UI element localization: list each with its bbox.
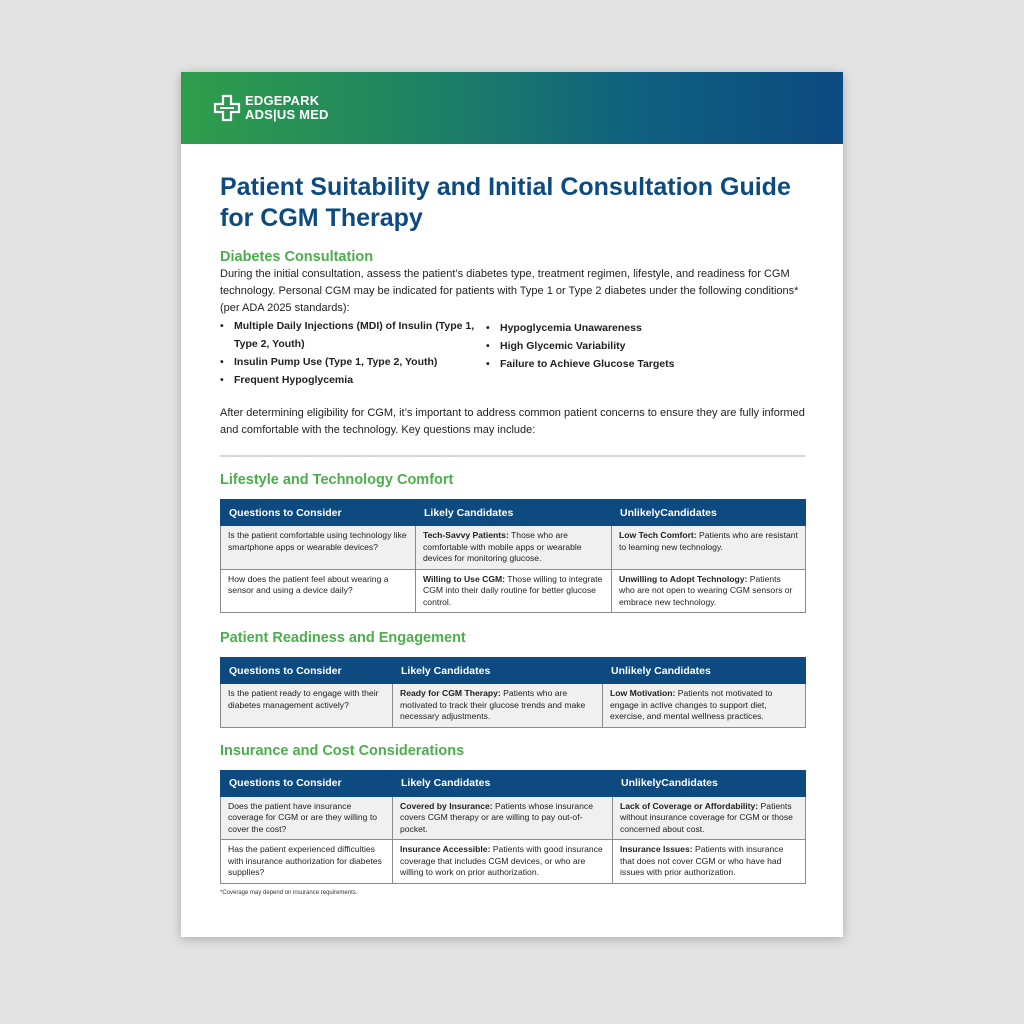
likely-cell bbox=[393, 840, 613, 884]
likely-label: Insurance Accessible: bbox=[400, 844, 491, 854]
column-header: Likely Candidates bbox=[393, 658, 603, 684]
unlikely-cell bbox=[612, 569, 806, 613]
insurance-table bbox=[220, 770, 806, 884]
unlikely-cell bbox=[613, 796, 806, 840]
unlikely-label: Insurance Issues: bbox=[620, 844, 693, 854]
unlikely-label: Low Motivation: bbox=[610, 688, 676, 698]
bullet-list-left bbox=[220, 317, 486, 389]
lifestyle-heading: Lifestyle and Technology Comfort bbox=[220, 472, 454, 488]
table-row bbox=[221, 796, 806, 840]
follow-up-paragraph: After determining eligibility for CGM, it’s important to address common patient concerns to ensure they are fully informed and comfortable with the technology. Key questions may include: bbox=[220, 407, 805, 436]
unlikely-cell bbox=[603, 684, 806, 728]
table-row bbox=[221, 684, 806, 728]
indication-bullets bbox=[220, 317, 805, 389]
page-title: Patient Suitability and Initial Consultation Guide for CGM Therapy bbox=[220, 173, 791, 232]
likely-cell bbox=[416, 526, 612, 570]
table-row bbox=[221, 840, 806, 884]
consultation-intro: During the initial consultation, assess the patient’s diabetes type, treatment regimen, lifestyle, and readiness for CGM technology. Personal CGM may be indicated for patients with Type 1 or Type 2 diabetes under the following conditions* (per ADA 2025 standards): bbox=[220, 268, 799, 314]
unlikely-text: Patients without insurance coverage for CGM or those concerned about cost. bbox=[620, 800, 793, 834]
unlikely-label: Unwilling to Adopt Technology: bbox=[619, 573, 748, 584]
column-header: Unlikely Candidates bbox=[603, 658, 806, 684]
brand-name bbox=[245, 94, 329, 122]
table-row bbox=[221, 569, 806, 613]
bullet-list-right bbox=[486, 317, 800, 389]
unlikely-text: Patients not motivated to engage in active changes to support diet, exercise, and mental wellness practices. bbox=[610, 688, 773, 721]
question-cell: Does the patient have insurance coverage for CGM or are they willing to cover the cost? bbox=[221, 796, 393, 840]
column-header: Questions to Consider bbox=[221, 770, 393, 796]
unlikely-cell bbox=[613, 840, 806, 884]
likely-cell bbox=[393, 684, 603, 728]
question-cell: Has the patient experienced difficulties with insurance authorization for diabetes supplies? bbox=[221, 840, 393, 884]
question-cell: Is the patient comfortable using technology like smartphone apps or wearable devices? bbox=[221, 526, 416, 570]
unlikely-cell bbox=[612, 526, 806, 570]
likely-text: Patients with good insurance coverage that includes CGM devices, or who are willing to work on prior authorization. bbox=[400, 844, 603, 877]
likely-text: Patients whose insurance covers CGM therapy or are willing to pay out-of-pocket. bbox=[400, 800, 593, 834]
column-header: Questions to Consider bbox=[221, 500, 416, 526]
lifestyle-table bbox=[220, 499, 806, 613]
footnote: *Coverage may depend on insurance requirements. bbox=[220, 889, 358, 896]
unlikely-text: Patients with insurance that does not cover CGM or who have had issues with prior authorization. bbox=[620, 844, 784, 877]
unlikely-label: Low Tech Comfort: bbox=[619, 530, 697, 540]
likely-label: Willing to Use CGM: bbox=[423, 573, 506, 584]
unlikely-text: Patients who are not open to wearing CGM sensors or embrace new technology. bbox=[619, 573, 793, 607]
likely-label: Ready for CGM Therapy: bbox=[400, 688, 501, 698]
bullet-item: • High Glycemic Variability bbox=[500, 337, 800, 355]
bullet-item: • Failure to Achieve Glucose Targets bbox=[500, 355, 800, 373]
question-cell: Is the patient ready to engage with their diabetes management actively? bbox=[221, 684, 393, 728]
bullet-item: • Insulin Pump Use (Type 1, Type 2, Youth) bbox=[234, 353, 486, 371]
readiness-heading: Patient Readiness and Engagement bbox=[220, 630, 466, 646]
likely-text: Those who are comfortable with mobile apps or wearable devices for monitoring glucose. bbox=[423, 530, 582, 563]
page-content bbox=[220, 172, 805, 896]
header-banner bbox=[181, 72, 843, 144]
likely-cell bbox=[416, 569, 612, 613]
column-header: UnlikelyCandidates bbox=[612, 500, 806, 526]
medical-cross-icon bbox=[213, 94, 241, 122]
likely-cell bbox=[393, 796, 613, 840]
question-cell: How does the patient feel about wearing a sensor and using a device daily? bbox=[221, 569, 416, 613]
document-page bbox=[181, 72, 843, 937]
likely-text: Patients who are motivated to track their glucose trends and make necessary adjustments. bbox=[400, 688, 586, 721]
column-header: Likely Candidates bbox=[416, 500, 612, 526]
insurance-heading: Insurance and Cost Considerations bbox=[220, 742, 465, 759]
consultation-heading: Diabetes Consultation bbox=[220, 249, 374, 265]
table-row bbox=[221, 526, 806, 570]
unlikely-label: Lack of Coverage or Affordability: bbox=[620, 800, 759, 811]
bullet-item: • Hypoglycemia Unawareness bbox=[500, 319, 800, 337]
column-header: Questions to Consider bbox=[221, 658, 393, 684]
likely-text: Those willing to integrate CGM into their daily routine for better glucose control. bbox=[423, 573, 603, 607]
likely-label: Tech-Savvy Patients: bbox=[423, 530, 509, 540]
unlikely-text: Patients who are resistant to learning new technology. bbox=[619, 530, 798, 552]
brand-logo bbox=[213, 94, 329, 122]
brand-line-1: EDGEPARK bbox=[245, 93, 320, 108]
bullet-item: • Frequent Hypoglycemia bbox=[234, 371, 486, 389]
column-header: UnlikelyCandidates bbox=[613, 770, 806, 796]
column-header: Likely Candidates bbox=[393, 770, 613, 796]
brand-line-2: ADS|US MED bbox=[245, 107, 329, 122]
readiness-table bbox=[220, 657, 806, 728]
bullet-item: • Multiple Daily Injections (MDI) of Insulin (Type 1, Type 2, Youth) bbox=[234, 317, 486, 353]
likely-label: Covered by Insurance: bbox=[400, 800, 493, 811]
